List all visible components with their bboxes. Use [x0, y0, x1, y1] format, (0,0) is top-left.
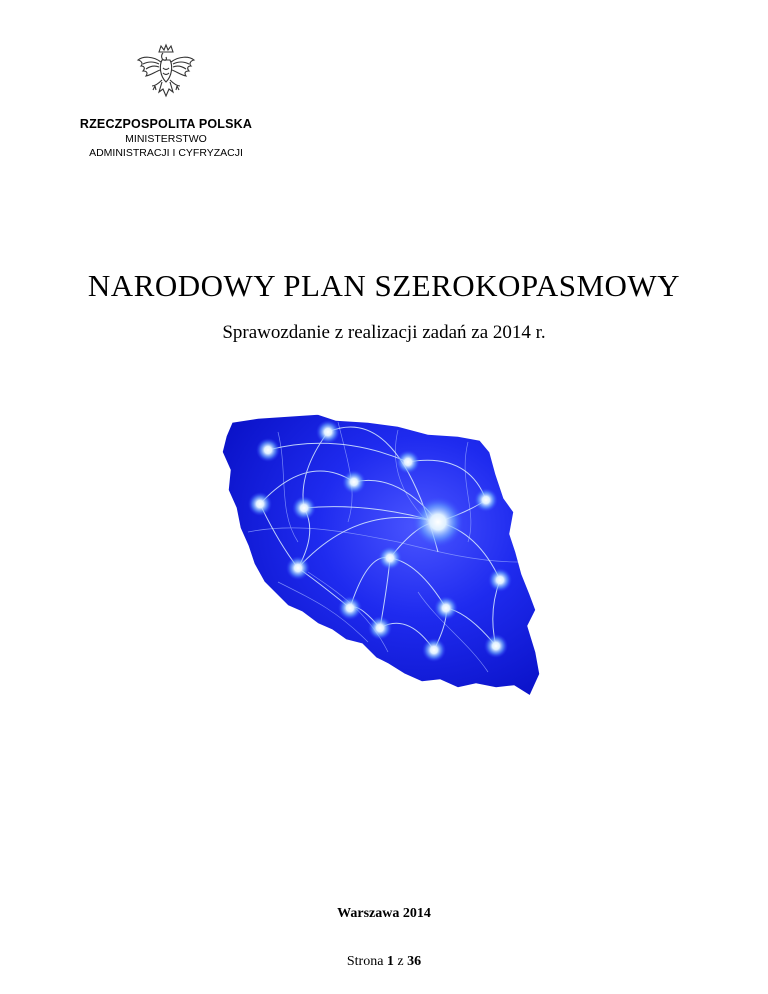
country-name: RZECZPOSPOLITA POLSKA — [79, 117, 253, 131]
document-subtitle: Sprawozdanie z realizacji zadań za 2014 r. — [222, 322, 546, 343]
page-label: Strona — [346, 954, 384, 969]
page-total: 36 — [407, 954, 422, 969]
page-number — [0, 954, 768, 970]
document-title: NARODOWY PLAN SZEROKOPASMOWY — [87, 268, 681, 303]
poland-network-map — [218, 412, 558, 712]
ministry-name-line-2: ADMINISTRACJI I CYFRYZACJI — [89, 147, 243, 159]
ministry-name-line-1: MINISTERSTWO — [125, 133, 207, 145]
place-and-year: Warszawa 2014 — [337, 906, 431, 921]
polish-eagle-emblem — [133, 42, 199, 108]
page-separator: z — [397, 954, 404, 969]
page-current: 1 — [386, 954, 394, 969]
ministry-header — [50, 116, 282, 160]
